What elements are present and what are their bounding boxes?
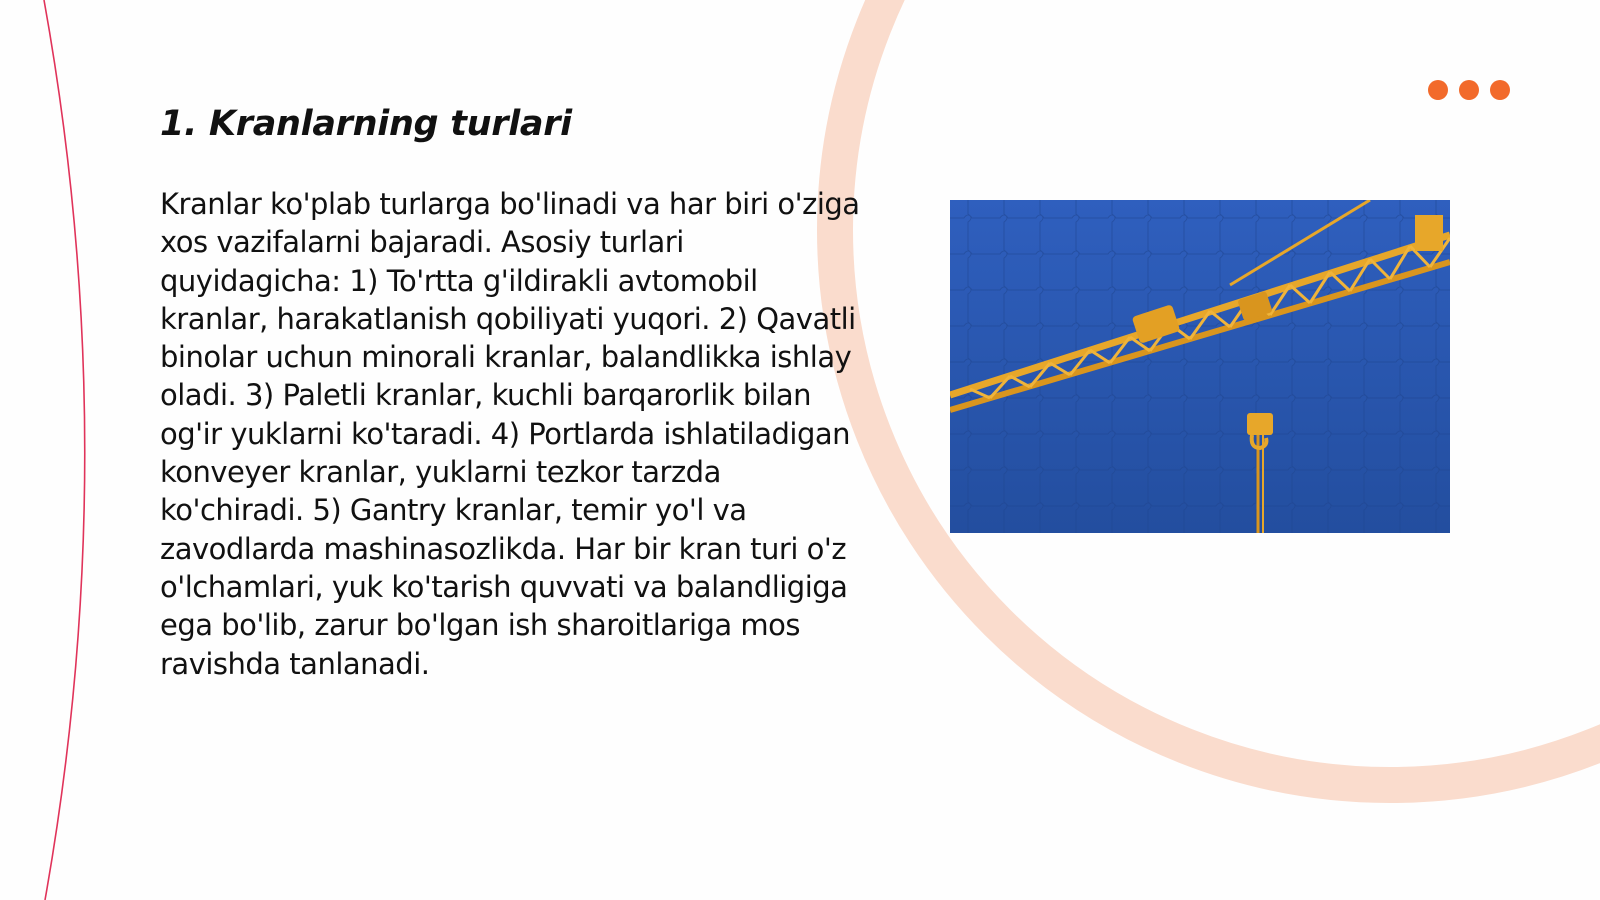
left-edge-curve <box>44 0 85 900</box>
decorative-dots <box>1428 80 1510 100</box>
crane-illustration <box>950 200 1450 533</box>
slide-body-text: Kranlar ko'plab turlarga bo'linadi va har biri o'ziga xos vazifalarni bajaradi. Asosiy turlari quyidagicha: 1) To'rtta g'ildirakli avtomobil kranlar, harakatlanish qobiliyati yuqori. 2) Qavatli binolar uchun minorali kranlar, balandlikka ishlay oladi. 3) Paletli kranlar, kuchli barqarorlik bilan og'ir yuklarni ko'taradi. 4) Portlarda ishlatiladigan konveyer kranlar, yuklarni tezkor tarzda ko'chiradi. 5) Gantry kranlar, temir yo'l va zavodlarda mashinasozlikda. Har bir kran turi o'z o'lchamlari, yuk ko'tarish quvvati va balandligiga ega bo'lib, zarur bo'lgan ish sharoitlariga mos ravishda tanlanadi. <box>160 187 860 681</box>
dot-icon <box>1490 80 1510 100</box>
slide-title: 1. Kranlarning turlari <box>160 104 572 144</box>
dot-icon <box>1428 80 1448 100</box>
dot-icon <box>1459 80 1479 100</box>
crane-photo <box>950 200 1450 533</box>
